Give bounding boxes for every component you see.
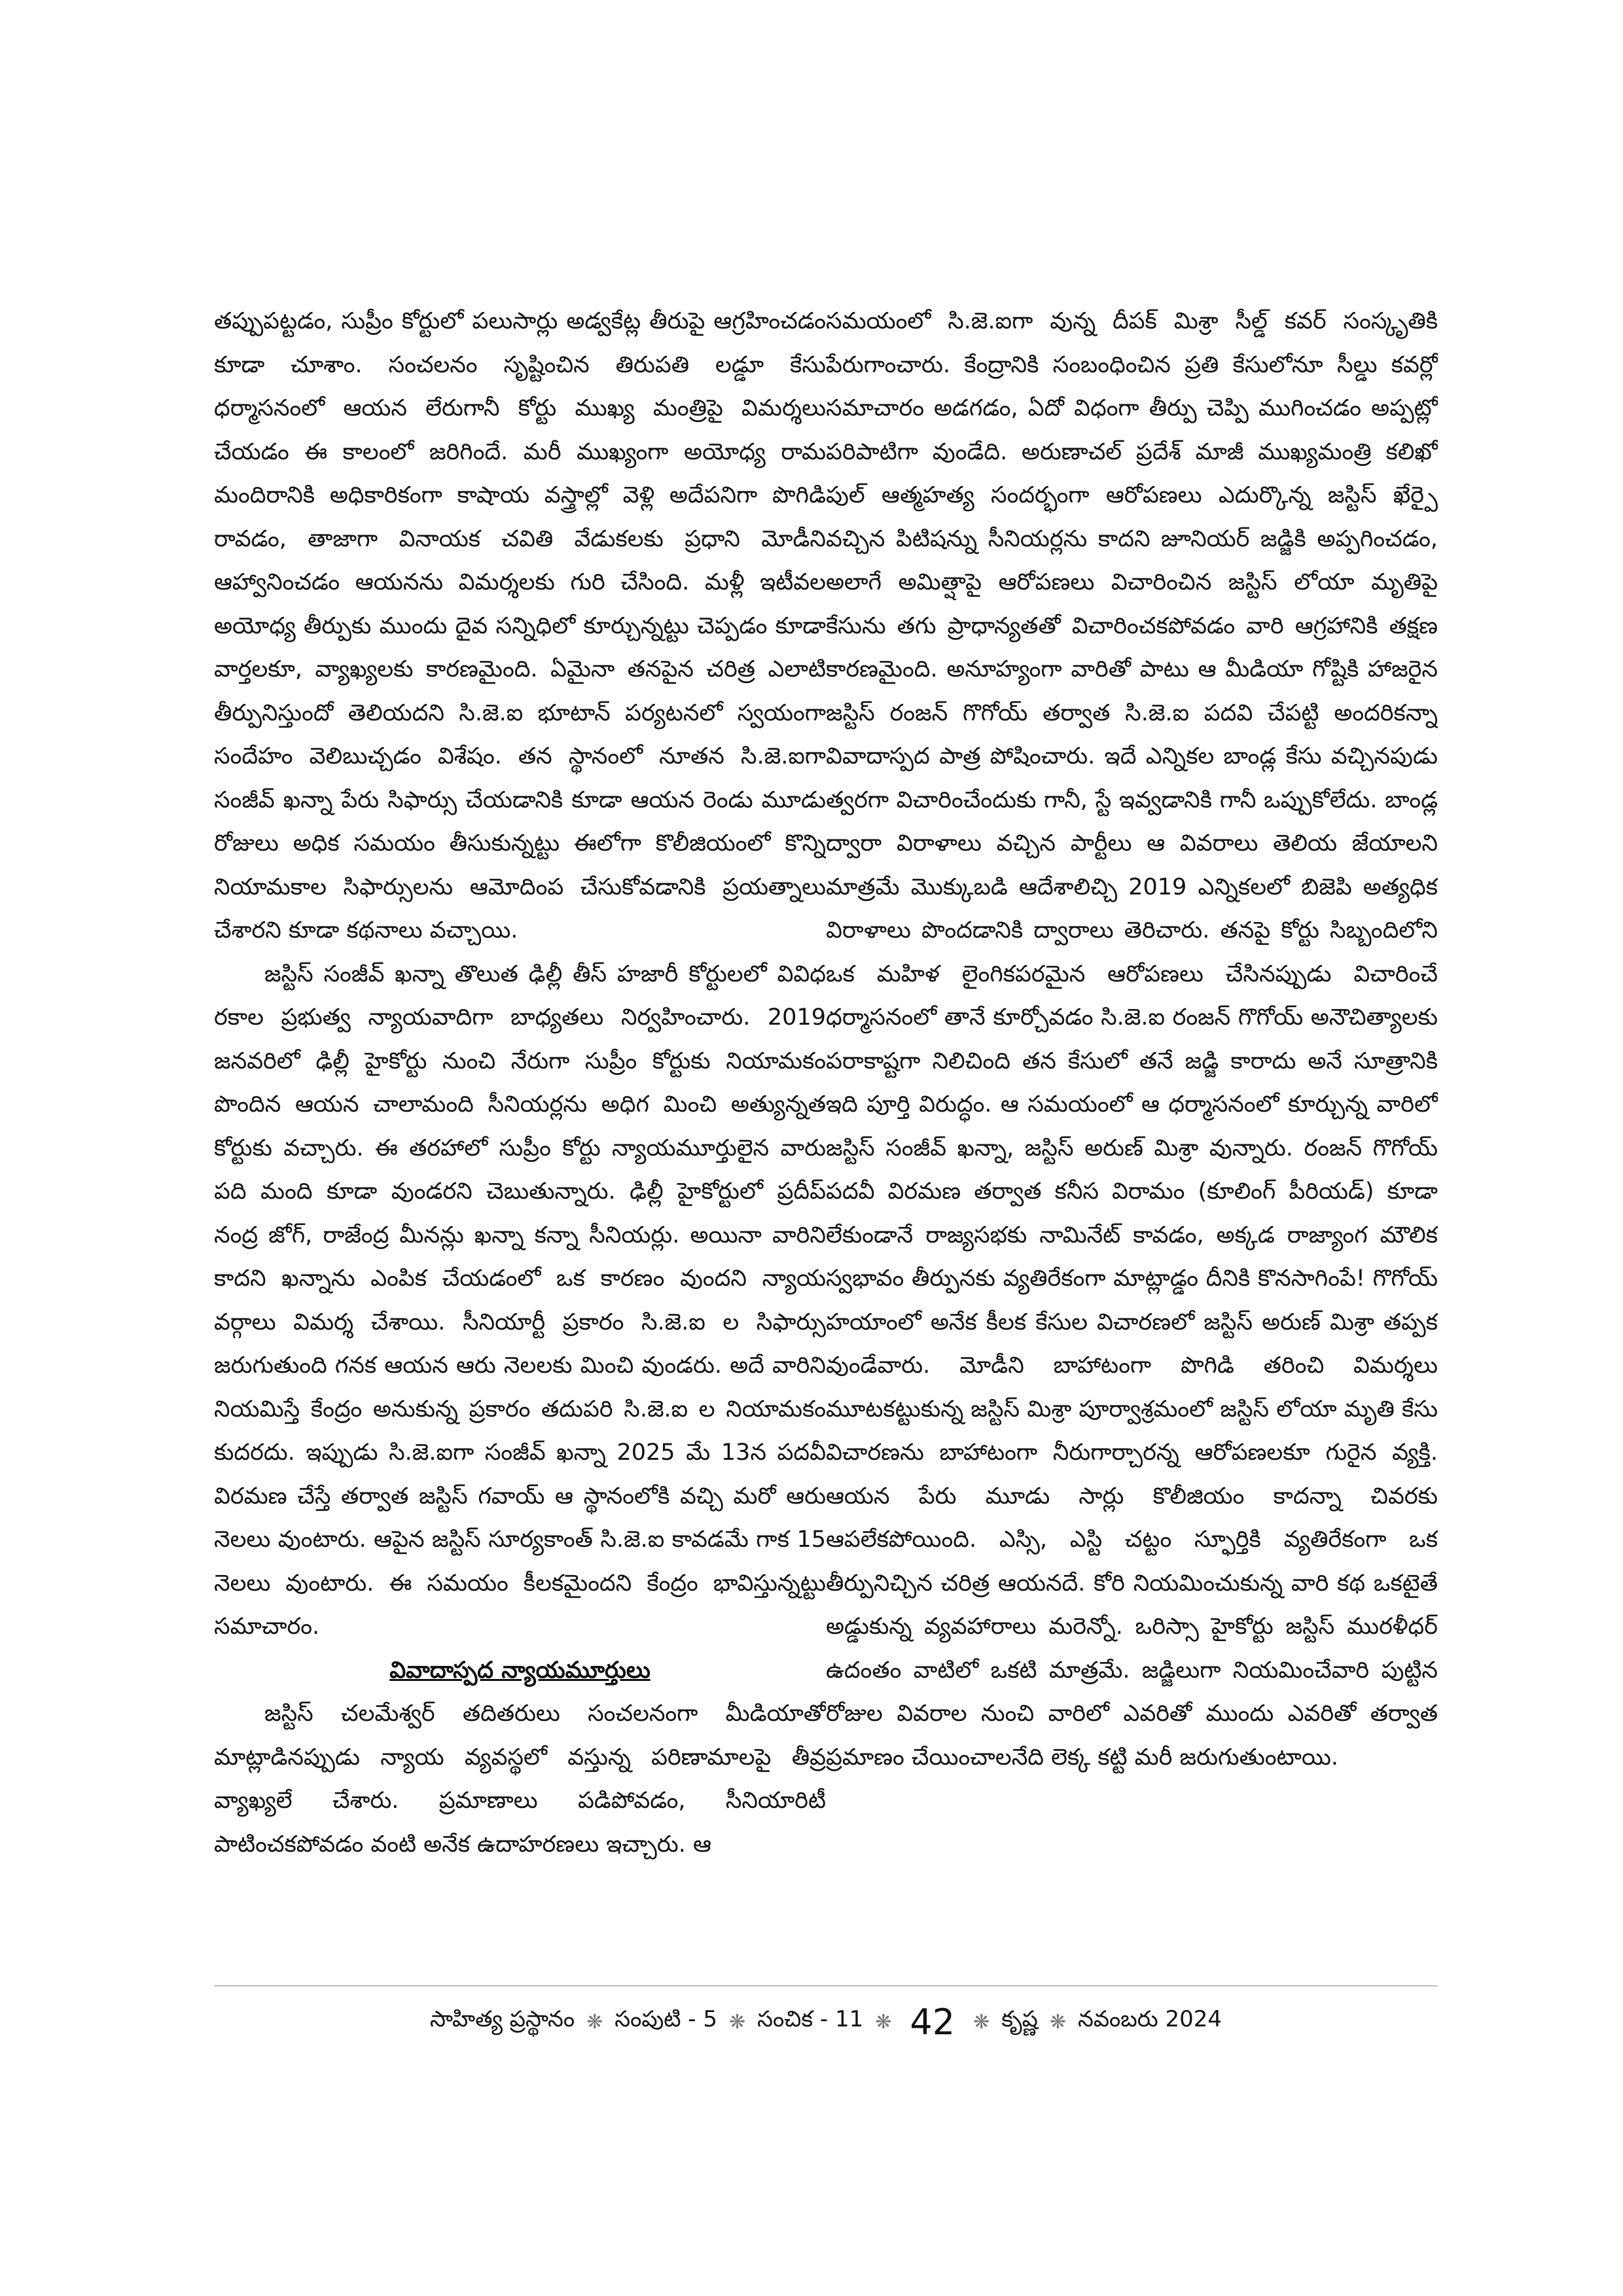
footer-issue: సంచిక - 11 [757,2006,864,2032]
right-column [826,300,1438,1962]
footer-divider [214,1985,1438,1987]
left-paragraph-3: జస్టిస్ చలమేశ్వర్ తదితరులు సంచలనంగా మీడియాతో మాట్లాడినప్పుడు న్యాయ వ్యవస్థలో వస్తున్న పరిణామాలపై తీవ్ర వ్యాఖ్యలే చేశారు. ప్రమాణాలు పడిపోవడం, సీనియారిటీ పాటించకపోవడం వంటి అనేక ఉదాహరణలు ఇచ్చారు. ఆ [214,1701,826,1858]
page-number: 42 [910,2001,955,2043]
section-heading: వివాదాస్పద న్యాయమూర్తులు [389,1657,651,1684]
footer-separator-icon: ❋ [973,2010,990,2034]
left-paragraph-1: తప్పుపట్టడం, సుప్రీం కోర్టులో పలుసార్లు అడ్వకేట్ల తీరుపై ఆగ్రహించడం కూడా చూశాం. సంచలనం సృష్టించిన తిరుపతి లడ్డూ కేసు ధర్మాసనంలో ఆయన లేరుగానీ కోర్టు ముఖ్య మంత్రిపై విమర్శలు చేయడం ఈ కాలంలో జరిగిందే. మరీ ముఖ్యంగా అయోధ్య రామ మందిరానికి అధికారికంగా కాషాయ వస్త్రాల్లో వెళ్లి అదేపనిగా పొగిడి రావడం, తాజాగా వినాయక చవితి వేడుకలకు ప్రధాని మోడీని ఆహ్వానించడం ఆయనను విమర్శలకు గురి చేసింది. మళ్లీ ఇటీవల అయోధ్య తీర్పుకు ముందు దైవ సన్నిధిలో కూర్చున్నట్టు చెప్పడం కూడా వార్తలకూ, వ్యాఖ్యలకు కారణమైంది. ఏమైనా తనపైన చరిత్ర ఎలాటి తీర్పునిస్తుందో తెలియదని సి.జె.ఐ భూటాన్ పర్యటనలో స్వయంగా సందేహం వెలిబుచ్చడం విశేషం. తన స్థానంలో నూతన సి.జె.ఐగా సంజీవ్ ఖన్నా పేరు సిఫార్సు చేయడానికి కూడా ఆయన రెండు మూడు రోజులు అధిక సమయం తీసుకున్నట్టు ఈలోగా కొలీజియంలో కొన్ని నియామకాల సిఫార్సులను ఆమోదింప చేసుకోవడానికి ప్రయత్నాలు చేశారని కూడా కథనాలు వచ్చాయి. [214,308,826,944]
left-paragraph-2: జస్టిస్ సంజీవ్ ఖన్నా తొలుత ఢిల్లీ తీస్ హజారీ కోర్టులలో వివిధ రకాల ప్రభుత్వ న్యాయవాదిగా బాధ్యతలు నిర్వహించారు. 2019 జనవరిలో ఢిల్లీ హైకోర్టు నుంచి నేరుగా సుప్రీం కోర్టుకు నియామకం పొందిన ఆయన చాలామంది సీనియర్లను అధిగ మించి అత్యున్నత కోర్టుకు వచ్చారు. ఈ తరహాలో సుప్రీం కోర్టు న్యాయమూర్తులైన వారు పది మంది కూడా వుండరని చెబుతున్నారు. ఢిల్లీ హైకోర్టులో ప్రదీప్ నంద్ర జోగ్, రాజేంద్ర మీనన్లు ఖన్నా కన్నా సీనియర్లు. అయినా వారిని కాదని ఖన్నాను ఎంపిక చేయడంలో ఒక కారణం వుందని న్యాయ వర్గాలు విమర్శ చేశాయి. సీనియార్టీ ప్రకారం సి.జె.ఐ ల సిఫార్సు జరుగుతుంది గనక ఆయన ఆరు నెలలకు మించి వుండరు. అదే వారిని నియమిస్తే కేంద్రం అనుకున్న ప్రకారం తదుపరి సి.జె.ఐ ల నియామకం కుదరదు. ఇప్పుడు సి.జె.ఐగా సంజీవ్ ఖన్నా 2025 మే 13న పదవీ విరమణ చేస్తే తర్వాత జస్టిస్ గవాయ్ ఆ స్థానంలోకి వచ్చి మరో ఆరు నెలలు వుంటారు. ఆపైన జస్టిస్ సూర్యకాంత్ సి.జె.ఐ కావడమే గాక 15 నెలలు వుంటారు. ఈ సమయం కీలకమైందని కేంద్రం భావిస్తున్నట్టు సమాచారం. [214,961,826,1640]
left-column [214,300,826,1962]
footer-separator-icon: ❋ [729,2010,746,2034]
page-footer [214,1996,1438,2048]
footer-separator-icon: ❋ [586,2010,603,2034]
right-paragraph-1: సమయంలో సి.జె.ఐగా వున్న దీపక్ మిశ్రా సీల్డ్ కవర్ సంస్కృతికి పేరుగాంచారు. కేంద్రానికి సంబంధించిన ప్రతి కేసులోనూ సీల్డు కవర్లో సమాచారం అడగడం, ఏదో విధంగా తీర్పు చెప్పి ముగించడం అప్పట్లో పరిపాటిగా వుండేది. అరుణాచల్ ప్రదేశ్ మాజీ ముఖ్యమంత్రి కలిఖో పుల్ ఆత్మహత్య సందర్భంగా ఆరోపణలు ఎదుర్కొన్న జస్టిస్ ఖేర్పై వచ్చిన పిటిషన్ను సీనియర్లను కాదని జూనియర్ జడ్జికి అప్పగించడం, అలాగే అమిత్షాపై ఆరోపణలు విచారించిన జస్టిస్ లోయా మృతిపై కేసును తగు ప్రాధాన్యతతో విచారించకపోవడం వారి ఆగ్రహానికి తక్షణ కారణమైంది. అనూహ్యంగా వారితో పాటు ఆ మీడియా గోష్టికి హాజరైన జస్టిస్ రంజన్ గొగోయ్ తర్వాత సి.జె.ఐ పదవి చేపట్టి అందరికన్నా వివాదాస్పద పాత్ర పోషించారు. ఇదే ఎన్నికల బాండ్ల కేసు వచ్చినపుడు త్వరగా విచారించేందుకు గానీ, స్టే ఇవ్వడానికి గానీ ఒప్పుకోలేదు. బాండ్ల ద్వారా విరాళాలు వచ్చిన పార్టీలు ఆ వివరాలు తెలియ జేయాలని మాత్రమే మొక్కుబడి ఆదేశాలిచ్చి 2019 ఎన్నికలలో బిజెపి అత్యధిక విరాళాలు పొందడానికి ద్వారాలు తెరిచారు. తనపై కోర్టు సిబ్బందిలోని ఒక మహిళ లైంగికపరమైన ఆరోపణలు చేసినప్పుడు విచారించే ధర్మాసనంలో తానే కూర్చోవడం సి.జె.ఐ రంజన్ గొగోయ్ అనౌచిత్యాలకు పరాకాష్టగా నిలిచింది తన కేసులో తనే జడ్జి కారాదు అనే సూత్రానికి ఇది పూర్తి విరుద్ధం. ఆ సమయంలో ఆ ధర్మాసనంలో కూర్చున్న వారిలో జస్టిస్ సంజీవ్ ఖన్నా, జస్టిస్ అరుణ్ మిశ్రా వున్నారు. రంజన్ గొగోయ్ పదవీ విరమణ తర్వాత కనీస విరామం (కూలింగ్ పీరియడ్) కూడా లేకుండానే రాజ్యసభకు నామినేట్ కావడం, అక్కడ రాజ్యాంగ మౌలిక స్వభావం తీర్పునకు వ్యతిరేకంగా మాట్లాడ్డం దీనికి కొనసాగింపే! గొగోయ్ హయాంలో అనేక కీలక కేసుల విచారణలో జస్టిస్ అరుణ్ మిశ్రా తప్పక వుండేవారు. మోడీని బాహాటంగా పొగిడి తరించి విమర్శలు మూటకట్టుకున్న జస్టిస్ మిశ్రా పూర్వాశ్రమంలో జస్టిస్ లోయా మృతి కేసు విచారణను బాహాటంగా నీరుగార్చారన్న ఆరోపణలకూ గురైన వ్యక్తి. ఆయన పేరు మూడు సార్లు కొలీజియం కాదన్నా చివరకు ఆపలేకపోయింది. ఎస్సి, ఎస్టి చట్టం స్ఫూర్తికి వ్యతిరేకంగా ఒక తీర్పునిచ్చిన చరిత్ర ఆయనదే. కోరి నియమించుకున్న వారి కథ ఒకటైతే అడ్డుకున్న వ్యవహారాలు మరెన్నో. ఒరిస్సా హైకోర్టు జస్టిస్ మురళీధర్ ఉదంతం వాటిలో ఒకటి మాత్రమే. జడ్జిలుగా నియమించేవారి పుట్టిన రోజుల వివరాల నుంచి వారిలో ఎవరితో ముందు ఎవరితో తర్వాత ప్రమాణం చేయించాలనేది లెక్క కట్టి మరీ జరుగుతుంటాయి. [826,308,1438,1771]
footer-separator-icon: ❋ [1049,2010,1066,2034]
footer-separator-icon: ❋ [875,2010,892,2034]
footer-magazine-name: సాహిత్య ప్రస్థానం [430,2006,575,2032]
footer-samvatsara-month: కృష్ణ [1001,2006,1038,2032]
footer-volume: సంపుటి - 5 [615,2006,718,2032]
footer-month-year: నవంబరు 2024 [1077,2006,1222,2032]
